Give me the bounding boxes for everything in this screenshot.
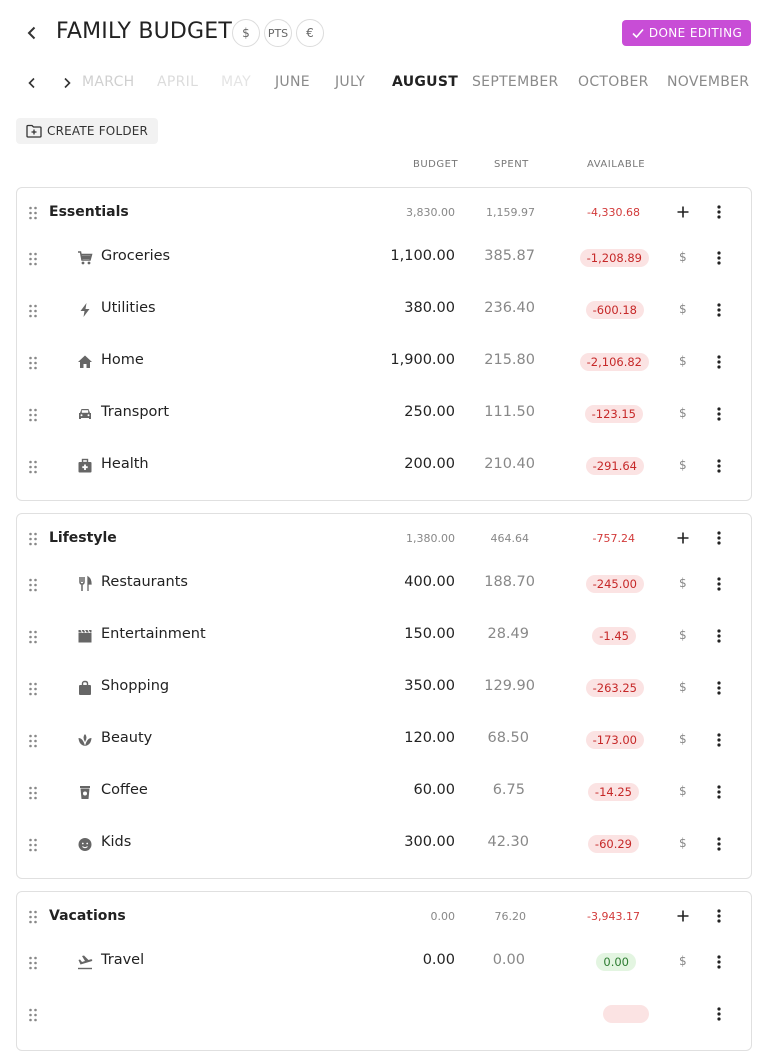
available-badge: -60.29 — [588, 835, 639, 853]
more-vertical-icon — [717, 733, 721, 747]
category-name[interactable]: Beauty — [101, 730, 153, 746]
category-row — [17, 232, 751, 284]
folder-available: -757.24 — [592, 532, 635, 545]
more-vertical-icon — [717, 909, 721, 923]
child-face-icon — [76, 835, 94, 853]
month-july[interactable]: JULY — [335, 74, 366, 90]
available-badge: -173.00 — [586, 731, 644, 749]
category-spent: 210.40 — [484, 456, 535, 472]
category-budget[interactable]: 300.00 — [404, 834, 455, 850]
month-navigation — [0, 64, 768, 102]
category-spent: 385.87 — [484, 248, 535, 264]
category-name[interactable]: Restaurants — [101, 574, 188, 590]
folder-spent: 76.20 — [494, 910, 526, 923]
drag-handle-icon[interactable] — [27, 577, 39, 593]
check-icon — [631, 26, 645, 40]
months-strip — [82, 64, 760, 102]
category-more-button[interactable] — [709, 352, 729, 372]
create-folder-label: CREATE FOLDER — [47, 124, 149, 138]
category-more-button[interactable] — [709, 456, 729, 476]
category-name[interactable]: Entertainment — [101, 626, 206, 642]
category-row — [17, 558, 751, 610]
currency-toggle[interactable]: $ — [679, 628, 687, 642]
drag-handle-icon[interactable] — [27, 1007, 39, 1023]
drag-handle-icon[interactable] — [27, 303, 39, 319]
currency-toggle[interactable]: $ — [679, 954, 687, 968]
folder-available: -3,943.17 — [587, 910, 640, 923]
available-badge: -1.45 — [592, 627, 636, 645]
category-budget[interactable]: 400.00 — [404, 574, 455, 590]
more-vertical-icon — [717, 355, 721, 369]
folder-budget: 0.00 — [430, 910, 455, 923]
category-more-button[interactable] — [709, 834, 729, 854]
plus-icon — [677, 532, 689, 544]
category-more-button[interactable] — [709, 404, 729, 424]
add-category-button[interactable] — [673, 906, 693, 926]
category-row — [17, 936, 751, 988]
category-more-button[interactable] — [709, 1004, 729, 1024]
add-category-button[interactable] — [673, 528, 693, 548]
column-header-available: AVAILABLE — [587, 159, 646, 170]
category-spent: 129.90 — [484, 678, 535, 694]
category-name[interactable]: Groceries — [101, 248, 171, 264]
drag-handle-icon[interactable] — [27, 407, 39, 423]
folder-budget: 3,830.00 — [406, 206, 455, 219]
category-row — [17, 610, 751, 662]
category-more-button[interactable] — [709, 952, 729, 972]
drag-handle-icon[interactable] — [27, 531, 39, 547]
currency-chip-dollar[interactable]: $ — [232, 19, 260, 47]
category-row — [17, 440, 751, 492]
plus-icon — [677, 910, 689, 922]
airplane-icon — [76, 953, 94, 971]
folder-name: Essentials — [49, 204, 129, 220]
category-more-button[interactable] — [709, 248, 729, 268]
add-category-button[interactable] — [673, 202, 693, 222]
currency-toggle[interactable]: $ — [679, 576, 687, 590]
currency-toggle[interactable]: $ — [679, 784, 687, 798]
category-budget[interactable]: 150.00 — [404, 626, 455, 642]
back-button[interactable] — [20, 21, 44, 45]
currency-toggle[interactable]: $ — [679, 302, 687, 316]
currency-toggle[interactable]: $ — [679, 406, 687, 420]
month-september[interactable]: SEPTEMBER — [472, 74, 559, 90]
currency-toggle[interactable]: $ — [679, 732, 687, 746]
folder-available: -4,330.68 — [587, 206, 640, 219]
available-badge: -1,208.89 — [580, 249, 649, 267]
category-budget[interactable]: 200.00 — [404, 456, 455, 472]
category-row — [17, 284, 751, 336]
drag-handle-icon[interactable] — [27, 355, 39, 371]
drag-handle-icon[interactable] — [27, 909, 39, 925]
category-name[interactable]: Health — [101, 456, 149, 472]
drag-handle-icon[interactable] — [27, 837, 39, 853]
category-spent: 28.49 — [487, 626, 529, 642]
available-badge: -245.00 — [586, 575, 644, 593]
more-vertical-icon — [717, 629, 721, 643]
category-budget[interactable]: 250.00 — [404, 404, 455, 420]
category-budget[interactable]: 1,100.00 — [390, 248, 455, 264]
available-badge — [603, 1005, 649, 1023]
folder-lifestyle — [16, 513, 752, 879]
folder-vacations — [16, 891, 752, 1051]
more-vertical-icon — [717, 577, 721, 591]
folder-essentials — [16, 187, 752, 501]
currency-chip-points[interactable]: PTS — [264, 19, 292, 47]
available-badge: -291.64 — [586, 457, 644, 475]
folder-more-button[interactable] — [709, 906, 729, 926]
medical-bag-icon — [76, 457, 94, 475]
chevron-left-icon — [24, 25, 40, 41]
available-badge: -2,106.82 — [580, 353, 649, 371]
more-vertical-icon — [717, 837, 721, 851]
category-row — [17, 336, 751, 388]
chevron-left-icon — [26, 77, 38, 89]
category-more-button[interactable] — [709, 782, 729, 802]
category-more-button[interactable] — [709, 300, 729, 320]
category-budget[interactable]: 120.00 — [404, 730, 455, 746]
category-row — [17, 388, 751, 440]
more-vertical-icon — [717, 1007, 721, 1021]
month-april[interactable]: APRIL — [157, 74, 199, 90]
category-more-button[interactable] — [709, 730, 729, 750]
currency-toggle[interactable]: $ — [679, 836, 687, 850]
car-icon — [76, 405, 94, 423]
app-header — [0, 0, 768, 64]
category-more-button[interactable] — [709, 678, 729, 698]
drag-handle-icon[interactable] — [27, 955, 39, 971]
drag-handle-icon[interactable] — [27, 205, 39, 221]
category-name[interactable]: Kids — [101, 834, 132, 850]
currency-toggle[interactable]: $ — [679, 250, 687, 264]
drag-handle-icon[interactable] — [27, 251, 39, 267]
more-vertical-icon — [717, 205, 721, 219]
folder-spent: 1,159.97 — [486, 206, 535, 219]
done-editing-label: DONE EDITING — [648, 26, 743, 40]
category-spent: 236.40 — [484, 300, 535, 316]
category-name[interactable]: Coffee — [101, 782, 148, 798]
utensils-icon — [76, 575, 94, 593]
category-name[interactable]: Travel — [101, 952, 145, 968]
more-vertical-icon — [717, 251, 721, 265]
available-badge: -600.18 — [586, 301, 644, 319]
folder-more-button[interactable] — [709, 528, 729, 548]
more-vertical-icon — [717, 303, 721, 317]
month-november[interactable]: NOVEMBER — [667, 74, 750, 90]
drag-handle-icon[interactable] — [27, 629, 39, 645]
page-title: FAMILY BUDGET — [56, 19, 233, 44]
category-name[interactable]: Utilities — [101, 300, 156, 316]
more-vertical-icon — [717, 407, 721, 421]
folder-plus-icon — [26, 124, 42, 138]
folder-budget: 1,380.00 — [406, 532, 455, 545]
coffee-cup-icon — [76, 783, 94, 801]
folder-spent: 464.64 — [490, 532, 529, 545]
category-row — [17, 818, 751, 870]
month-may[interactable]: MAY — [221, 74, 252, 90]
category-budget[interactable]: 0.00 — [422, 952, 455, 968]
column-header-budget: BUDGET — [413, 159, 459, 170]
category-row — [17, 662, 751, 714]
drag-handle-icon[interactable] — [27, 459, 39, 475]
currency-chip-euro[interactable]: € — [296, 19, 324, 47]
month-october[interactable]: OCTOBER — [578, 74, 649, 90]
next-month-button[interactable] — [56, 72, 78, 94]
category-more-button[interactable] — [709, 626, 729, 646]
category-budget[interactable]: 1,900.00 — [390, 352, 455, 368]
category-spent: 215.80 — [484, 352, 535, 368]
plus-icon — [677, 206, 689, 218]
category-spent: 42.30 — [487, 834, 529, 850]
category-spent: 188.70 — [484, 574, 535, 590]
done-editing-button[interactable] — [622, 20, 751, 46]
previous-month-button[interactable] — [21, 72, 43, 94]
month-august[interactable]: AUGUST — [392, 74, 459, 90]
category-row — [17, 766, 751, 818]
category-more-button[interactable] — [709, 574, 729, 594]
category-spent: 0.00 — [492, 952, 525, 968]
column-header-spent: SPENT — [494, 159, 529, 170]
category-name[interactable]: Home — [101, 352, 144, 368]
category-spent: 111.50 — [484, 404, 535, 420]
chevron-right-icon — [61, 77, 73, 89]
category-spent: 68.50 — [487, 730, 529, 746]
more-vertical-icon — [717, 955, 721, 969]
bolt-icon — [76, 301, 94, 319]
category-budget[interactable]: 60.00 — [413, 782, 455, 798]
currency-toggle[interactable]: $ — [679, 354, 687, 368]
currency-toggle[interactable]: $ — [679, 458, 687, 472]
category-row-partial — [17, 988, 751, 1040]
category-name[interactable]: Transport — [101, 404, 170, 420]
more-vertical-icon — [717, 681, 721, 695]
more-vertical-icon — [717, 785, 721, 799]
category-budget[interactable]: 380.00 — [404, 300, 455, 316]
available-badge: -123.15 — [585, 405, 643, 423]
more-vertical-icon — [717, 459, 721, 473]
category-budget[interactable]: 350.00 — [404, 678, 455, 694]
available-badge: 0.00 — [596, 953, 636, 971]
shopping-bag-icon — [76, 679, 94, 697]
create-folder-button[interactable] — [16, 118, 158, 144]
folder-more-button[interactable] — [709, 202, 729, 222]
month-june[interactable]: JUNE — [275, 74, 310, 90]
currency-toggle[interactable]: $ — [679, 680, 687, 694]
cart-icon — [76, 249, 94, 267]
spa-icon — [76, 731, 94, 749]
folder-name: Lifestyle — [49, 530, 117, 546]
available-badge: -14.25 — [588, 783, 639, 801]
category-name[interactable]: Shopping — [101, 678, 170, 694]
home-icon — [76, 353, 94, 371]
available-badge: -263.25 — [586, 679, 644, 697]
drag-handle-icon[interactable] — [27, 785, 39, 801]
more-vertical-icon — [717, 531, 721, 545]
drag-handle-icon[interactable] — [27, 681, 39, 697]
category-spent: 6.75 — [492, 782, 525, 798]
month-march[interactable]: MARCH — [82, 74, 135, 90]
drag-handle-icon[interactable] — [27, 733, 39, 749]
folder-name: Vacations — [49, 908, 126, 924]
category-row — [17, 714, 751, 766]
clapperboard-icon — [76, 627, 94, 645]
